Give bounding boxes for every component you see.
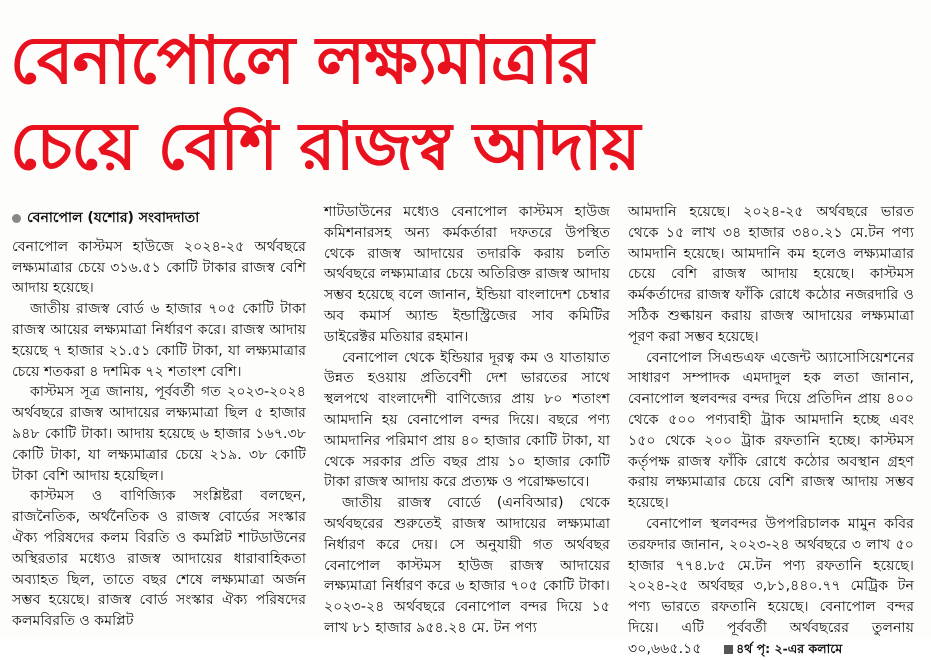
paragraph: বেনাপোল থেকে ইন্ডিয়ার দূরত্ব কম ও যাতায়াত উন্নত হওয়ায় প্রতিবেশী দেশ ভারতের সাথে স্থলপথে বাংলাদেশী বাণিজ্যের প্রায় ৮০ শতাংশ আমদানি হয় বেনাপোল বন্দর দিয়ে। বছরে পণ্য আমদানির পরিমাণ প্রায় ৪০ হাজার কোটি টাকা, যা থেকে সরকার প্রতি বছর প্রায় ১০ হাজার কোটি টাকা রাজস্ব আদায় করে প্রত্যক্ষ ও পরোক্ষভাবে। [324, 349, 610, 491]
continuation-jump [706, 639, 842, 660]
paragraph: বেনাপোল কাস্টমস হাউজে ২০২৪-২৫ অর্থবছরে লক্ষ্যমাত্রার চেয়ে ৩১৬.৫১ কোটি টাকার রাজস্ব বেশি আদায় হয়েছে। [12, 238, 306, 297]
article-columns [12, 202, 924, 657]
paragraph-text: বেনাপোল স্থলবন্দর উপপরিচালক মামুন কবির তরফদার জানান, ২০২৩-২৪ অর্থবছরে ৩ লাখ ৫০ হাজার ৭৭৪.৮৫ মে.টন পণ্য রফতানি হয়েছে। ২০২৪-২৫ অর্থবছর ৩,৮১,৪৪০.৭৭ মেট্রিক টন পণ্য ভারতে রফতানি হয়েছে। বেনাপোল বন্দর দিয়ে। এটি পূর্ববর্তী অর্থবছরের তুলনায় ৩০,৬৬৫.১৫ [628, 515, 914, 657]
headline-line-2: চেয়ে বেশি রাজস্ব আদায় [10, 108, 640, 185]
paragraph: আমদানি হয়েছে। ২০২৪-২৫ অর্থবছরে ভারত থেকে ১৫ লাখ ৩৪ হাজার ৩৪০.২১ মে.টন পণ্য আমদানি হয়েছে। আমদানি কম হলেও লক্ষ্যমাত্রার চেয়ে বেশি রাজস্ব আদায় হয়েছে। কাস্টমস কর্মকর্তাদের রাজস্ব ফাঁকি রোধে কঠোর নজরদারি ও সঠিক শুল্কায়ন করায় রাজস্ব আদায়ের লক্ষ্যমাত্রা পূরণ করা সম্ভব হয়েছে। [628, 204, 914, 345]
article-column-3 [620, 202, 924, 657]
headline [10, 18, 920, 190]
bullet-icon [12, 214, 21, 223]
paragraph: জাতীয় রাজস্ব বোর্ডে (এনবিআর) থেকে অর্থবছরের শুরুতেই রাজস্ব আদায়ের লক্ষ্যমাত্রা নির্ধারণ করে দেয়। সে অনুযায়ী গত অর্থবছর বেনাপোল কাস্টমস হাউজ রাজস্ব আদায়ের লক্ষ্যমাত্রা নির্ধারণ করে ৬ হাজার ৭০৫ কোটি টাকা। ২০২৩-২৪ অর্থবছরে বেনাপোল বন্দর দিয়ে ১৫ লাখ ৮১ হাজার ৯৫৪.২৪ মে. টন পণ্য [324, 495, 610, 636]
paragraph: কাস্টমস ও বাণিজ্যিক সংশ্লিষ্টরা বলছেন, রাজনৈতিক, অর্থনৈতিক ও রাজস্ব বোর্ডের সংস্কার ঐক্য পরিষদের কলম বিরতি ও কমপ্লিট শাটডাউনের অস্থিরতার মধ্যেও রাজস্ব আদায়ের ধারাবাহিকতা অব্যাহত ছিল, তাতে বছর শেষে লক্ষ্যমাত্রা অর্জন সম্ভব হয়েছে। রাজস্ব বোর্ড সংস্কার ঐক্য পরিষদের কলমবিরতি ও কমপ্লিট [12, 488, 306, 630]
headline-line-1: বেনাপোলে লক্ষ্যমাত্রার [10, 22, 593, 99]
byline [12, 208, 306, 229]
article-column-2 [316, 202, 620, 636]
paragraph: শাটডাউনের মধ্যেও বেনাপোল কাস্টমস হাউজ কমিশনারসহ অন্য কর্মকর্তারা দফতরে উপস্থিত থেকে রাজস্ব আদায়ের তদারকি করায় চলতি অর্থবছরে লক্ষ্যমাত্রার চেয়ে অতিরিক্ত রাজস্ব আদায় সম্ভব হয়েছে বলে জানান, ইন্ডিয়া বাংলাদেশ চেম্বার অব কমার্স অ্যান্ড ইন্ডাস্ট্রিজের সাব কমিটির ডাইরেক্টর মতিয়ার রহমান। [324, 204, 610, 345]
paragraph: কাস্টমস সূত্র জানায়, পূর্ববর্তী গত ২০২৩-২০২৪ অর্থবছরে রাজস্ব আদায়ের লক্ষ্যমাত্রা ছিল ৫ হাজার ৯৪৮ কোটি টাকা। আদায় হয়েছে ৬ হাজার ১৬৭.৩৮ কোটি টাকা, যা লক্ষ্যমাত্রার চেয়ে ২১৯. ৩৮ কোটি টাকা বেশি আদায় হয়েছিল। [12, 384, 306, 484]
square-icon [724, 645, 733, 654]
paragraph [628, 514, 914, 660]
article-column-1 [12, 202, 316, 632]
paragraph: জাতীয় রাজস্ব বোর্ড ৬ হাজার ৭০৫ কোটি টাকা রাজস্ব আয়ের লক্ষ্যমাত্রা নির্ধারণ করে। রাজস্ব আদায় হয়েছে ৭ হাজার ২১.৫১ কোটি টাকা, যা লক্ষ্যমাত্রার চেয়ে শতকরা ৪ দশমিক ৭২ শতাংশ বেশি। [12, 301, 306, 380]
paragraph: বেনাপোল সিএন্ডএফ এজেন্ট অ্যাসোসিয়েশনের সাধারণ সম্পাদক এমদাদুল হক লতা জানান, বেনাপোল স্থলবন্দর বন্দর দিয়ে প্রতিদিন প্রায় ৪০০ থেকে ৫০০ পণ্যবাহী ট্রাক আমদানি হচ্ছে এবং ১৫০ থেকে ২০০ ট্রাক রফতানি হচ্ছে। কাস্টমস কর্তৃপক্ষ রাজস্ব ফাঁকি রোধে কঠোর অবস্থান গ্রহণ করায় লক্ষ্যমাত্রার চেয়ে বেশি রাজস্ব আদায় সম্ভব হয়েছে। [628, 349, 914, 512]
byline-text: বেনাপোল (যশোর) সংবাদদাতা [27, 210, 200, 226]
continuation-jump-text: ৪র্থ পৃ: ২-এর কলামে [736, 640, 843, 656]
